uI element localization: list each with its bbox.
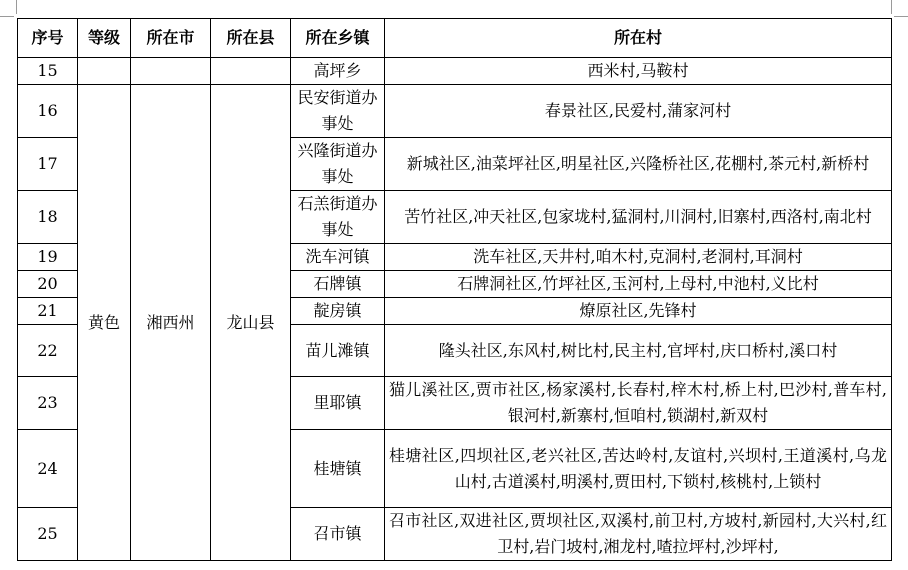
villages-cell: 春景社区,民爱村,蒲家河村 [385, 85, 892, 138]
seq-cell: 20 [18, 271, 78, 298]
town-cell: 召市镇 [291, 508, 385, 561]
county-cell: 龙山县 [211, 85, 291, 561]
city-cell: 湘西州 [131, 85, 211, 561]
villages-cell: 石牌洞社区,竹坪社区,玉河村,上母村,中池村,义比村 [385, 271, 892, 298]
town-cell: 洗车河镇 [291, 244, 385, 271]
level-cell-empty [78, 58, 131, 85]
header-row [18, 19, 892, 58]
header-city: 所在市 [131, 19, 211, 58]
villages-cell: 苦竹社区,冲天社区,包家垅村,猛洞村,川洞村,旧寨村,西洛村,南北村 [385, 191, 892, 244]
town-cell: 兴隆街道办事处 [291, 138, 385, 191]
town-cell: 高坪乡 [291, 58, 385, 85]
villages-cell: 召市社区,双进社区,贾坝社区,双溪村,前卫村,方坡村,新园村,大兴村,红卫村,岩门坡村,湘龙村,喳拉坪村,沙坪村, [385, 508, 892, 561]
header-village: 所在村 [385, 19, 892, 58]
seq-cell: 24 [18, 430, 78, 508]
seq-cell: 18 [18, 191, 78, 244]
seq-cell: 22 [18, 325, 78, 377]
seq-cell: 19 [18, 244, 78, 271]
header-level: 等级 [78, 19, 131, 58]
crop-mark-horizontal [0, 16, 14, 17]
header-county: 所在县 [211, 19, 291, 58]
seq-cell: 21 [18, 298, 78, 325]
village-table [17, 18, 892, 561]
villages-cell: 燎原社区,先锋村 [385, 298, 892, 325]
town-cell: 石羔街道办事处 [291, 191, 385, 244]
city-cell-empty [131, 58, 211, 85]
header-town: 所在乡镇 [291, 19, 385, 58]
seq-cell: 23 [18, 377, 78, 430]
town-cell: 石牌镇 [291, 271, 385, 298]
town-cell: 民安街道办事处 [291, 85, 385, 138]
crop-mark-horizontal-right [894, 16, 908, 17]
seq-cell: 25 [18, 508, 78, 561]
villages-cell: 隆头社区,东风村,树比村,民主村,官坪村,庆口桥村,溪口村 [385, 325, 892, 377]
seq-cell: 15 [18, 58, 78, 85]
table-row [18, 85, 892, 138]
villages-cell: 桂塘社区,四坝社区,老兴社区,苦达岭村,友谊村,兴坝村,王道溪村,乌龙山村,古道溪村,明溪村,贾田村,下锁村,核桃村,上锁村 [385, 430, 892, 508]
town-cell: 桂塘镇 [291, 430, 385, 508]
table-row [18, 58, 892, 85]
county-cell-empty [211, 58, 291, 85]
town-cell: 靛房镇 [291, 298, 385, 325]
town-cell: 苗儿滩镇 [291, 325, 385, 377]
seq-cell: 17 [18, 138, 78, 191]
crop-mark-vertical [16, 0, 17, 14]
villages-cell: 洗车社区,天井村,咱木村,克洞村,老洞村,耳洞村 [385, 244, 892, 271]
seq-cell: 16 [18, 85, 78, 138]
villages-cell: 猫儿溪社区,贾市社区,杨家溪村,长春村,梓木村,桥上村,巴沙村,普车村,银河村,新寨村,恒咱村,锁湖村,新双村 [385, 377, 892, 430]
crop-mark-vertical-right [891, 0, 892, 14]
town-cell: 里耶镇 [291, 377, 385, 430]
villages-cell: 新城社区,油菜坪社区,明星社区,兴隆桥社区,花棚村,茶元村,新桥村 [385, 138, 892, 191]
level-cell: 黄色 [78, 85, 131, 561]
villages-cell: 西米村,马鞍村 [385, 58, 892, 85]
header-seq: 序号 [18, 19, 78, 58]
